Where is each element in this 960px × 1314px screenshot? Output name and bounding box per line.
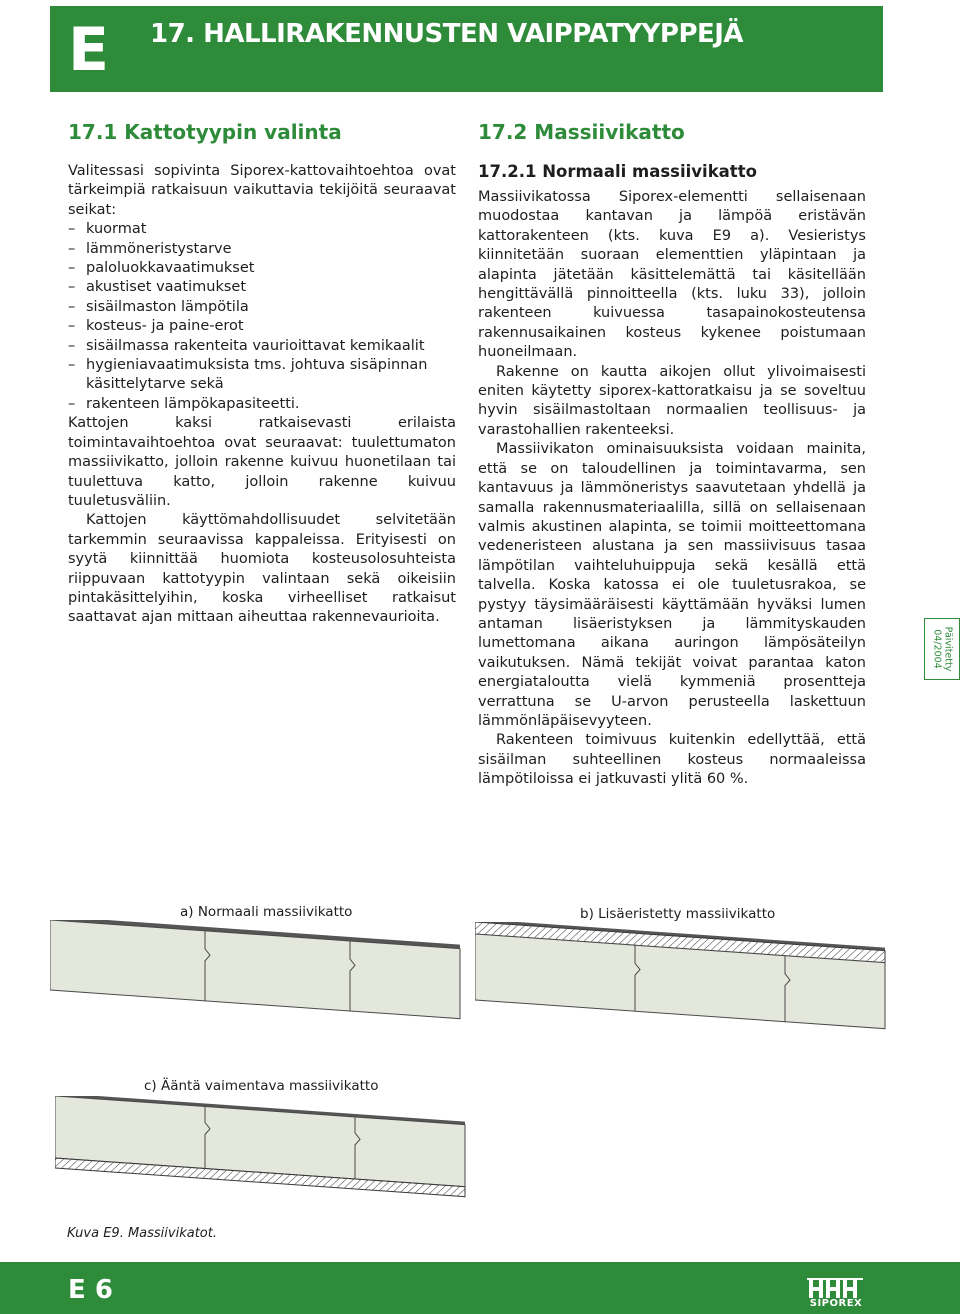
paragraph: Rakenteen toimivuus kuitenkin edellyttää, että sisäilman suhteellinen kosteus normaaleissa lämpötiloissa ei jatkuvasti ylitä 60 %.	[478, 732, 866, 788]
section-heading-17-2: 17.2 Massiivikatto	[478, 120, 685, 144]
paragraph: Massiivikaton ominaisuuksista voidaan mainita, että se on taloudellinen ja toimintavarma, sen kantavuus ja lämmöneristys saavutetaan yhdellä ja samalla rakennusmateriaalilla, sillä on sellaisenaan valmis akustinen alapinta, se toimii moitteettomana vedeneristeen alustana ja sen massiivisuus tasaa lämpötilan vaihteluhuippuja sekä kesällä että talvella. Koska katossa ei ole tuuletusrakoa, se pystyy täysimääräisesti käyttämään hyväksi lumen antaman lisäeristyksen ja lämmityskauden lumettomana aikana auringon lämpösäteilyn vaikutuksen. Nämä tekijät voivat parantaa katon energiataloutta vielä kymmeniä prosentteja verrattuna se U-arvon perusteella laskettuun lämmönläpäisevyyteen.	[478, 441, 866, 729]
siporex-logo-text: SIPOREX	[809, 1298, 863, 1309]
paragraph: Kattojen kaksi ratkaisevasti erilaista toimintavaihtoehtoa ovat seuraavat: tuulettumaton massiivikatto, jolloin rakenne kuivuu huonetilaan tai tuulettuva katto, jolloin rakenne kuivuu tuuletusväliin.	[68, 415, 456, 509]
figure-b-label: b) Lisäeristetty massiivikatto	[580, 906, 776, 922]
subsection-heading-17-2-1: 17.2.1 Normaali massiivikatto	[478, 162, 757, 181]
list-item: – kuormat	[68, 220, 456, 239]
figure-a-roof-section	[50, 920, 470, 1060]
figure-c-label: c) Ääntä vaimentava massiivikatto	[144, 1078, 379, 1094]
list-item: – paloluokkavaatimukset	[68, 259, 456, 278]
list-item: – akustiset vaatimukset	[68, 278, 456, 297]
paragraph: Kattojen käyttömahdollisuudet selvitetään tarkemmin seuraavissa kappaleissa. Erityisesti on syytä kiinnittää huomiota kosteusolosuhteista riippuvaan kattotyypin valintaan sekä oikeisiin pintakäsittelyihin, koska virheelliset ratkaisut saattavat ajan mittaan aiheuttaa rakennevaurioita.	[68, 512, 456, 626]
section-heading-17-1: 17.1 Kattotyypin valinta	[68, 120, 342, 144]
updated-label: Päivitetty	[942, 626, 954, 672]
figure-c-roof-section	[55, 1096, 475, 1216]
page-number: E 6	[68, 1275, 113, 1305]
factor-list	[68, 220, 456, 414]
list-item: – rakenteen lämpökapasiteetti.	[68, 395, 456, 414]
list-item: – sisäilmaston lämpötila	[68, 298, 456, 317]
page-title: 17. HALLIRAKENNUSTEN VAIPPATYYPPEJÄ	[150, 19, 744, 49]
list-item: – kosteus- ja paine-erot	[68, 317, 456, 336]
left-column	[68, 120, 456, 628]
list-item: – sisäilmassa rakenteita vaurioittavat kemikaalit	[68, 337, 456, 356]
intro-paragraph: Valitessasi sopivinta Siporex-kattovaihtoehtoa ovat tärkeimpiä ratkaisuun vaikuttavia tekijöitä seuraavat seikat:	[68, 163, 456, 218]
figure-b-roof-section	[475, 922, 895, 1062]
paragraph: Rakenne on kautta aikojen ollut ylivoimaisesti eniten käytetty siporex-kattoratkaisu ja se soveltuu hyvin sisäilmastoltaan normaalien teollisuus- ja varastohallien rakenteeksi.	[478, 363, 866, 438]
updated-badge	[924, 618, 960, 680]
figure-a-label: a) Normaali massiivikatto	[180, 904, 353, 920]
paragraph: Massiivikatossa Siporex-elementti sellaisenaan muodostaa kantavan ja lämpöä eristävän kattorakenteen (kts. kuva E9 a). Vesieristys kiinnitetään suoraan elementtien yläpintaan ja alapinta jätetään käsittelemättä tai käsitellään hengittävällä pinnoitteella (kts. luku 33), jolloin rakenteen kuivuessa tasapainokosteutensa rakennusaikainen kosteus kykenee poistumaan huoneilmaan.	[478, 189, 866, 361]
updated-date: 04/2004	[931, 629, 943, 669]
section-letter: E	[68, 15, 109, 85]
right-column	[478, 120, 866, 790]
figure-caption: Kuva E9. Massiivikatot.	[67, 1226, 217, 1241]
list-item: – lämmöneristystarve	[68, 240, 456, 259]
list-item: – hygieniavaatimuksista tms. johtuva sisäpinnan käsittelytarve sekä	[68, 356, 456, 395]
